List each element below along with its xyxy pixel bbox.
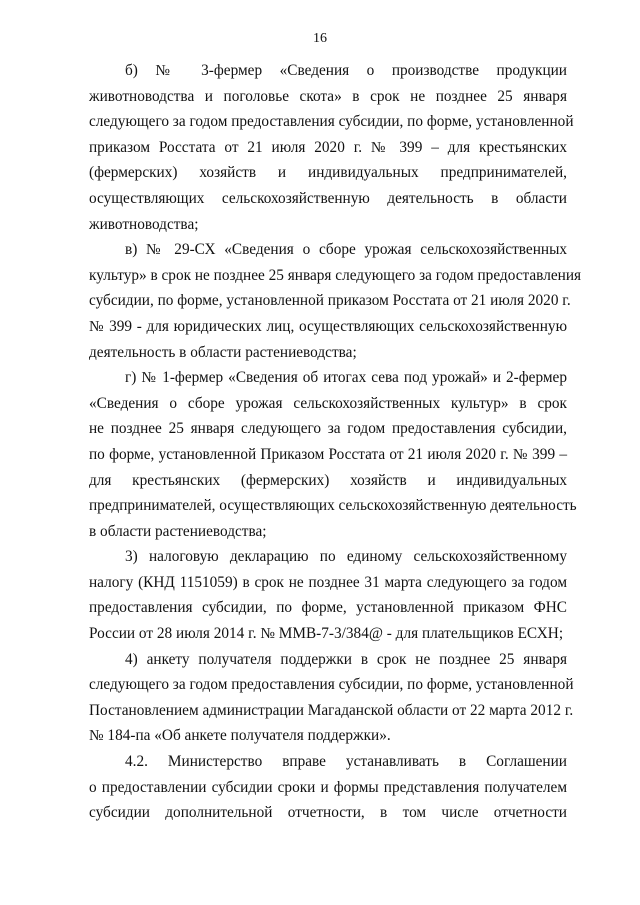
page-number: 16 [313, 31, 327, 46]
text-line: в области растениеводства; [89, 522, 267, 540]
text-line: 4) анкету получателя поддержки в срок не позднее 25 января [125, 650, 567, 668]
paragraph-3 [89, 544, 567, 646]
text-line: (фермерских) хозяйств и индивидуальных предпринимателей, [89, 164, 567, 182]
text-line: России от 28 июля 2014 г. № ММВ-7-3/384@ - для плательщиков ЕСХН; [89, 625, 564, 643]
text-line: деятельность в области растениеводства; [89, 343, 357, 361]
text-line: б) № 3-фермер «Сведения о производстве продукции [125, 62, 567, 79]
paragraph-4-2 [89, 749, 567, 826]
text-line: г) № 1-фермер «Сведения об итогах сева под урожай» и 2-фермер [125, 369, 567, 387]
text-line: не позднее 25 января следующего за годом предоставления субсидии, [89, 420, 567, 438]
text-line: № 399 - для юридических лиц, осуществляющих сельскохозяйственную [89, 317, 567, 335]
text-line: субсидии, по форме, установленной приказом Росстата от 21 июля 2020 г. [89, 292, 571, 310]
text-line: приказом Росстата от 21 июля 2020 г. № 399 – для крестьянских [89, 138, 567, 156]
text-line: культур» в срок не позднее 25 января следующего за годом предоставления [89, 266, 582, 284]
text-line: животноводства; [89, 215, 199, 233]
paragraph-b [89, 58, 574, 237]
text-line: следующего за годом предоставления субсидии, по форме, установленной [89, 676, 574, 694]
text-line: осуществляющих сельскохозяйственную деятельность в области [89, 189, 567, 207]
text-line: для крестьянских (фермерских) хозяйств и индивидуальных [89, 471, 567, 489]
text-line: по форме, установленной Приказом Росстата от 21 июля 2020 г. № 399 – [89, 445, 567, 463]
document-body [89, 58, 582, 826]
text-line: налогу (КНД 1151059) в срок не позднее 31 марта следующего за годом [89, 573, 567, 591]
text-line: следующего за годом предоставления субсидии, по форме, установленной [89, 113, 574, 131]
text-line: предоставления субсидии, по форме, установленной приказом ФНС [89, 599, 567, 617]
text-line: «Сведения о сборе урожая сельскохозяйственных культур» в срок [89, 394, 567, 412]
text-line: Постановлением администрации Магаданской области от 22 марта 2012 г. [89, 701, 574, 719]
paragraph-4 [89, 647, 574, 749]
text-line: в) № 29-СХ «Сведения о сборе урожая сельскохозяйственных [125, 241, 567, 259]
text-line: субсидии дополнительной отчетности, в том числе отчетности [89, 804, 567, 822]
text-line: животноводства и поголовье скота» в срок не позднее 25 января [89, 87, 567, 105]
text-line: 4.2. Министерство вправе устанавливать в Соглашении [125, 753, 567, 771]
paragraph-v [89, 237, 582, 365]
text-line: предпринимателей, осуществляющих сельскохозяйственную деятельность [89, 497, 577, 515]
paragraph-g [89, 365, 577, 544]
text-line: 3) налоговую декларацию по единому сельскохозяйственному [125, 548, 567, 566]
text-line: о предоставлении субсидии сроки и формы представления получателем [89, 778, 567, 796]
text-line: № 184-па «Об анкете получателя поддержки». [89, 727, 391, 745]
